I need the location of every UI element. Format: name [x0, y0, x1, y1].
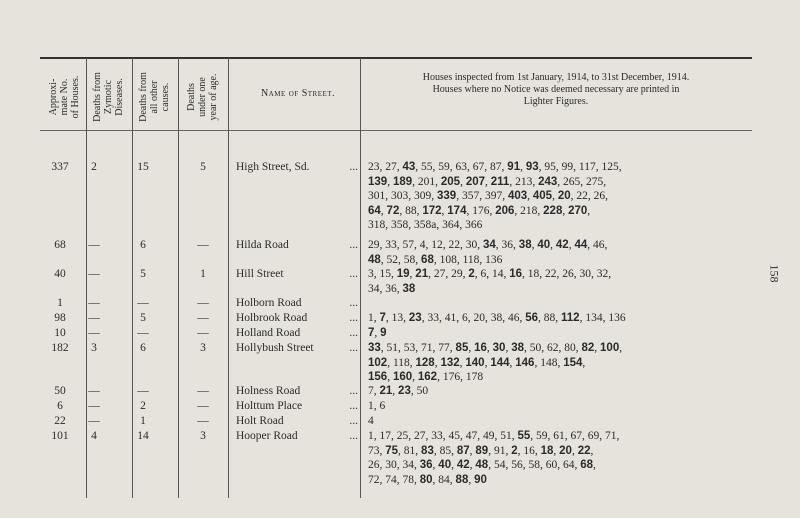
leader-dots: ...	[349, 297, 358, 309]
street-name: Hilda Road ...	[236, 239, 358, 251]
houses-list	[368, 238, 744, 267]
deaths-zymotic-value: —	[88, 268, 100, 280]
leader-dots: ...	[349, 268, 358, 280]
header-approx-houses: Approxi- mate No. of Houses.	[48, 75, 81, 119]
deaths-under-one-value: 3	[200, 430, 206, 442]
deaths-under-one-value: —	[197, 415, 209, 427]
houses-line: 301, 303, 309, 339, 357, 397, 403, 405, 20, 22, 26,	[368, 190, 608, 202]
street-name: Hooper Road ...	[236, 430, 358, 442]
column-divider	[228, 58, 229, 498]
leader-dots: ...	[349, 385, 358, 397]
leader-dots: ...	[349, 342, 358, 354]
street-name: Holness Road ...	[236, 385, 358, 397]
deaths-zymotic-value: —	[88, 400, 100, 412]
deaths-other-value: —	[137, 385, 149, 397]
approx-houses-value: 98	[54, 312, 66, 324]
houses-line: 139, 189, 201, 205, 207, 211, 213, 243, 265, 275,	[368, 175, 607, 188]
approx-houses-value: 6	[57, 400, 63, 412]
deaths-zymotic-value: —	[88, 415, 100, 427]
deaths-other-value: 5	[140, 268, 146, 280]
houses-line: 3, 15, 19, 21, 27, 29, 2, 6, 14, 16, 18, 22, 26, 30, 32,	[368, 268, 612, 280]
houses-line: 7, 9	[368, 327, 387, 339]
header-houses: Houses inspected from 1st January, 1914, to 31st December, 1914. Houses where no Notice was deemed necessary are printed in Lighter Figures.	[422, 72, 690, 107]
houses-list	[368, 399, 744, 414]
houses-line: 318, 358, 358a, 364, 366	[368, 219, 483, 231]
approx-houses-value: 337	[51, 161, 69, 173]
deaths-other-value: 5	[140, 312, 146, 324]
houses-list	[368, 384, 744, 399]
houses-list	[368, 326, 744, 341]
street-name: Holbrook Road ...	[236, 312, 358, 324]
approx-houses-value: 101	[51, 430, 69, 442]
street-name: Hill Street ...	[236, 268, 358, 280]
deaths-other-value: 15	[137, 161, 149, 173]
deaths-other-value: 2	[140, 400, 146, 412]
houses-list	[368, 311, 744, 326]
deaths-under-one-value: —	[197, 297, 209, 309]
leader-dots: ...	[349, 430, 358, 442]
approx-houses-value: 1	[57, 297, 63, 309]
houses-list	[368, 429, 744, 487]
houses-line: 4	[368, 415, 374, 427]
deaths-other-value: —	[137, 297, 149, 309]
houses-line: 1, 6	[368, 400, 386, 412]
deaths-zymotic-value: —	[88, 327, 100, 339]
houses-list	[368, 160, 744, 233]
houses-line: 23, 27, 43, 55, 59, 63, 67, 87, 91, 93, 95, 99, 117, 125,	[368, 161, 622, 173]
header-deaths-other: Deaths from all other causes.	[138, 72, 171, 122]
header-street-name: Name of Street.	[260, 88, 336, 99]
houses-line: 156, 160, 162, 176, 178	[368, 371, 484, 383]
houses-list	[368, 267, 744, 296]
street-name: Holborn Road ...	[236, 297, 358, 309]
deaths-other-value: 6	[140, 342, 146, 354]
deaths-zymotic-value: —	[88, 385, 100, 397]
approx-houses-value: 10	[54, 327, 66, 339]
deaths-zymotic-value: 4	[91, 430, 97, 442]
deaths-under-one-value: —	[197, 327, 209, 339]
deaths-other-value: —	[137, 327, 149, 339]
deaths-other-value: 6	[140, 239, 146, 251]
houses-list	[368, 414, 744, 429]
houses-line: 29, 33, 57, 4, 12, 22, 30, 34, 36, 38, 40, 42, 44, 46,	[368, 239, 608, 251]
top-rule	[40, 57, 752, 59]
leader-dots: ...	[349, 400, 358, 412]
houses-line: 33, 51, 53, 71, 77, 85, 16, 30, 38, 50, 62, 80, 82, 100,	[368, 342, 623, 354]
approx-houses-value: 182	[51, 342, 69, 354]
deaths-under-one-value: —	[197, 400, 209, 412]
deaths-other-value: 14	[137, 430, 149, 442]
deaths-under-one-value: —	[197, 239, 209, 251]
leader-dots: ...	[349, 312, 358, 324]
header-deaths-zymotic: Deaths from Zymotic Diseases.	[92, 72, 125, 122]
deaths-zymotic-value: —	[88, 239, 100, 251]
houses-line: 102, 118, 128, 132, 140, 144, 146, 148, 154,	[368, 356, 586, 369]
street-name: Holland Road ...	[236, 327, 358, 339]
street-name: High Street, Sd. ...	[236, 161, 358, 173]
page-number: 158	[767, 264, 782, 283]
houses-line: 73, 75, 81, 83, 85, 87, 89, 91, 2, 16, 18, 20, 22,	[368, 444, 594, 457]
street-name: Hollybush Street ...	[236, 342, 358, 354]
approx-houses-value: 50	[54, 385, 66, 397]
deaths-under-one-value: —	[197, 312, 209, 324]
deaths-under-one-value: 1	[200, 268, 206, 280]
houses-line: 64, 72, 88, 172, 174, 176, 206, 218, 228, 270,	[368, 204, 591, 217]
approx-houses-value: 40	[54, 268, 66, 280]
deaths-zymotic-value: —	[88, 312, 100, 324]
houses-line: 34, 36, 38	[368, 282, 416, 295]
houses-line: 72, 74, 78, 80, 84, 88, 90	[368, 473, 487, 486]
houses-line: 26, 30, 34, 36, 40, 42, 48, 54, 56, 58, 60, 64, 68,	[368, 459, 596, 471]
leader-dots: ...	[349, 415, 358, 427]
houses-line: 7, 21, 23, 50	[368, 385, 429, 397]
houses-list	[368, 341, 744, 385]
approx-houses-value: 68	[54, 239, 66, 251]
street-name: Holttum Place ...	[236, 400, 358, 412]
deaths-under-one-value: 3	[200, 342, 206, 354]
column-divider	[178, 58, 179, 498]
houses-line: 48, 52, 58, 68, 108, 118, 136	[368, 253, 503, 266]
leader-dots: ...	[349, 239, 358, 251]
deaths-zymotic-value: —	[88, 297, 100, 309]
header-deaths-under-one: Deaths under one year of age.	[186, 73, 219, 121]
deaths-under-one-value: 5	[200, 161, 206, 173]
deaths-under-one-value: —	[197, 385, 209, 397]
houses-line: 1, 17, 25, 27, 33, 45, 47, 49, 51, 55, 59, 61, 67, 69, 71,	[368, 430, 620, 442]
street-name: Holt Road ...	[236, 415, 358, 427]
leader-dots: ...	[349, 327, 358, 339]
leader-dots: ...	[349, 161, 358, 173]
deaths-zymotic-value: 2	[91, 161, 97, 173]
deaths-zymotic-value: 3	[91, 342, 97, 354]
houses-line: 1, 7, 13, 23, 33, 41, 6, 20, 38, 46, 56, 88, 112, 134, 136	[368, 312, 626, 324]
deaths-other-value: 1	[140, 415, 146, 427]
approx-houses-value: 22	[54, 415, 66, 427]
